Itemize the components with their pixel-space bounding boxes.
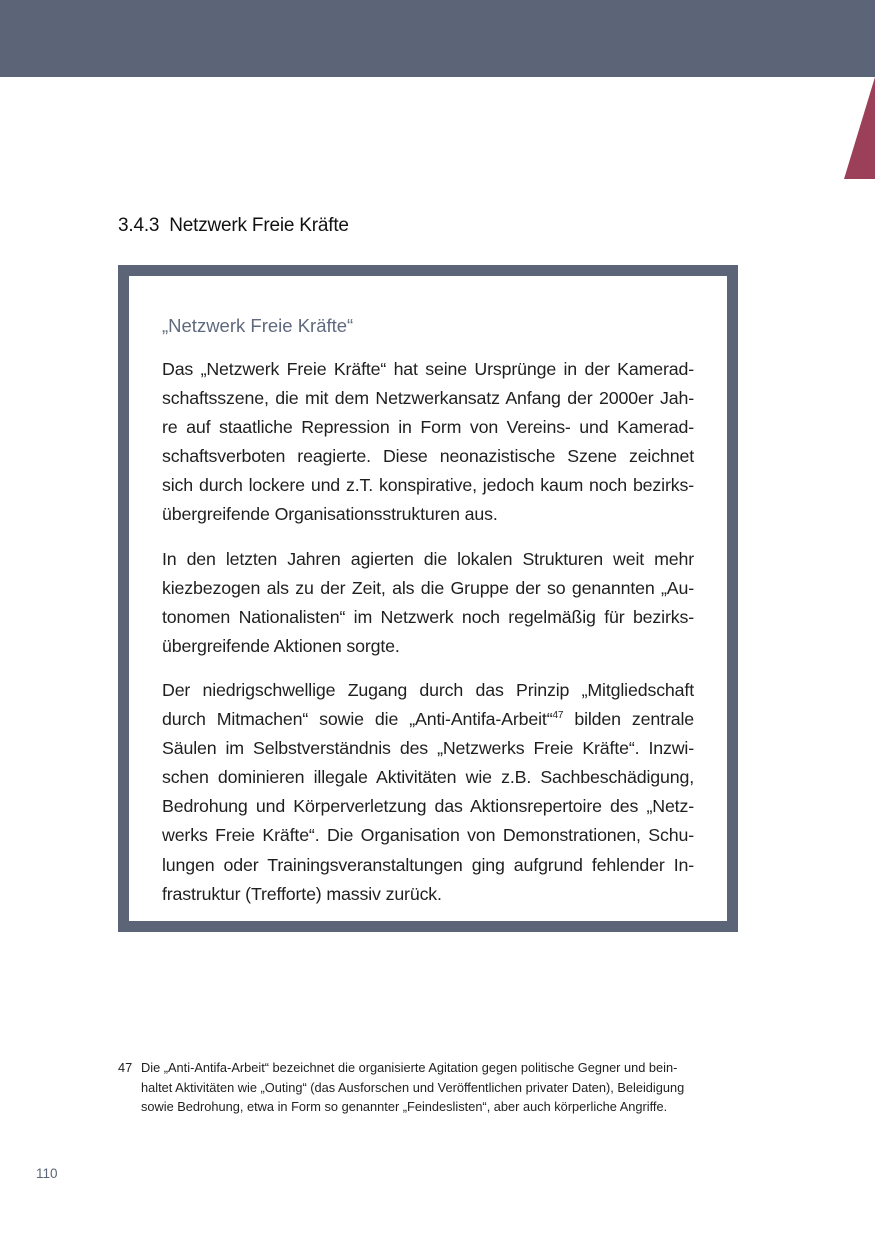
text-line: Bedrohung und Körperverletzung das Aktionsrepertoire des „Netz- — [162, 796, 694, 817]
text-line: schen dominieren illegale Aktivitäten wie z.B. Sachbeschädigung, — [162, 767, 694, 788]
footnote-line: haltet Aktivitäten wie „Outing“ (das Ausforschen und Veröffentlichen privater Daten), Beleidigung — [141, 1079, 685, 1095]
text-line: übergreifende Aktionen sorgte. — [162, 635, 400, 656]
text-line: Der niedrigschwellige Zugang durch das Prinzip „Mitgliedschaft — [162, 679, 694, 700]
footnote-number: 47 — [118, 1060, 133, 1075]
header-band — [0, 0, 875, 77]
text-line: frastruktur (Trefforte) massiv zurück. — [162, 883, 442, 904]
info-paragraph-2 — [162, 545, 694, 661]
footnote-line: sowie Bedrohung, etwa in Form so genannter „Feindeslisten“, aber auch körperliche Angriffe. — [141, 1099, 668, 1114]
info-paragraph-1 — [162, 355, 694, 530]
text-line-with-footnote — [162, 705, 694, 734]
text-line: Säulen im Selbstverständnis des „Netzwerks Freie Kräfte“. Inzwi- — [162, 738, 694, 759]
info-box-body — [162, 355, 694, 924]
text-line: Das „Netzwerk Freie Kräfte“ hat seine Ursprünge in der Kamerad- — [162, 359, 694, 379]
footnote-line: Die „Anti-Antifa-Arbeit“ bezeichnet die organisierte Agitation gegen politische Gegner und bein- — [141, 1060, 678, 1075]
text-line: kiezbezogen als zu der Zeit, als die Gruppe der so genannten „Au- — [162, 577, 694, 598]
text-fragment: bilden zentrale — [563, 709, 694, 730]
text-line: schaftsszene, die mit dem Netzwerkansatz Anfang der 2000er Jah- — [162, 388, 694, 409]
text-line: lungen oder Trainingsveranstaltungen ging aufgrund fehlender In- — [162, 854, 694, 875]
text-fragment: durch Mitmachen“ sowie die „Anti-Antifa-Arbeit“ — [162, 709, 553, 730]
info-box-title: „Netzwerk Freie Kräfte“ — [162, 315, 354, 336]
section-number: 3.4.3 — [118, 215, 160, 236]
page-number: 110 — [36, 1166, 58, 1181]
footnote-text — [141, 1058, 738, 1117]
footnote — [118, 1058, 738, 1117]
section-title: Netzwerk Freie Kräfte — [169, 215, 349, 236]
text-line: sich durch lockere und z.T. konspirative, jedoch kaum noch bezirks- — [162, 475, 694, 496]
text-line: In den letzten Jahren agierten die lokalen Strukturen weit mehr — [162, 548, 694, 569]
section-heading — [118, 215, 349, 237]
footnote-reference[interactable]: 47 — [552, 710, 564, 722]
info-box — [118, 265, 738, 932]
text-line: re auf staatliche Repression in Form von Vereins- und Kamerad- — [162, 417, 694, 438]
text-line: übergreifende Organisationsstrukturen aus. — [162, 504, 498, 525]
text-line: tonomen Nationalisten“ im Netzwerk noch regelmäßig für bezirks- — [162, 606, 694, 627]
text-line: werks Freie Kräfte“. Die Organisation von Demonstrationen, Schu- — [162, 825, 694, 846]
text-line: schaftsverboten reagierte. Diese neonazistische Szene zeichnet — [162, 446, 694, 467]
chapter-marker-tab — [844, 77, 875, 179]
info-paragraph-3 — [162, 676, 694, 909]
